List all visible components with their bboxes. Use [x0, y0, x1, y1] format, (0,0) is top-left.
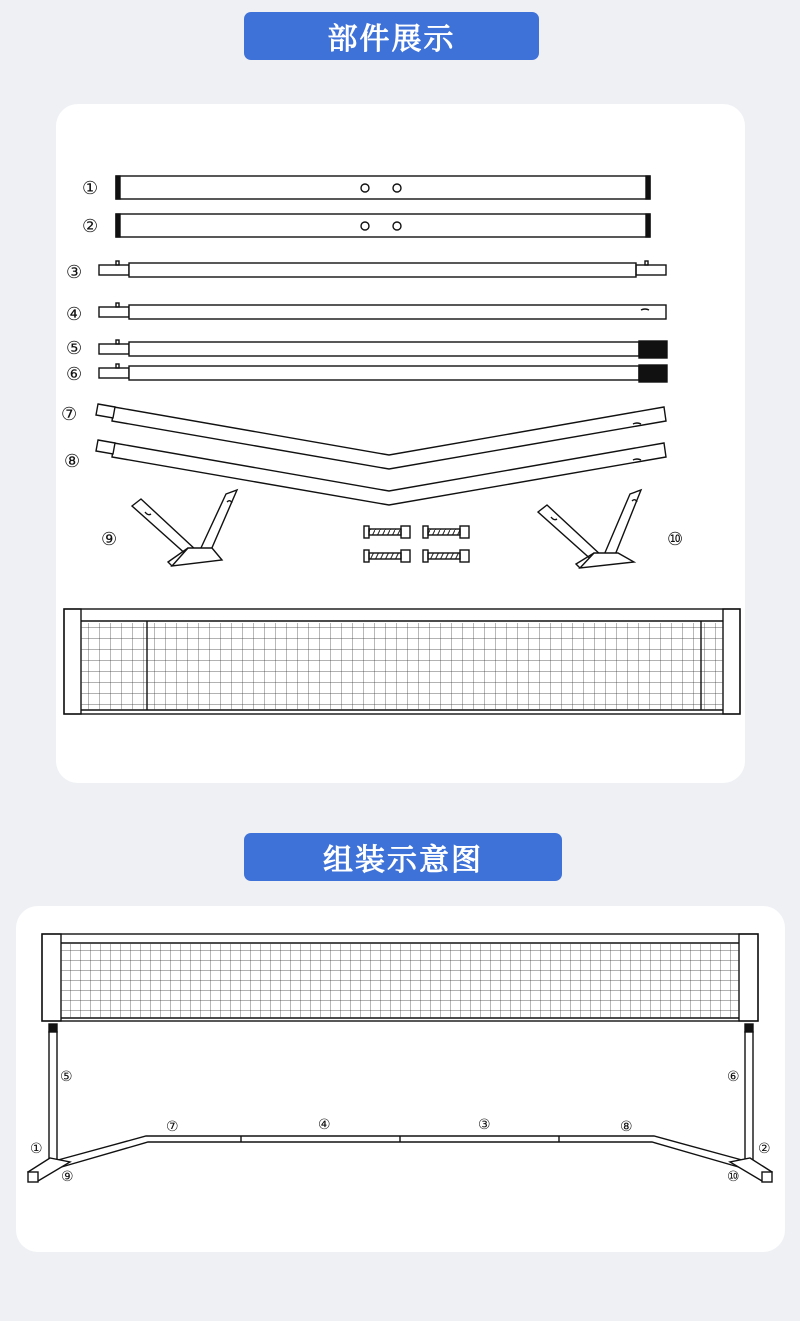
assembly-label-9: ⑨: [61, 1169, 74, 1185]
part-9-base: [132, 490, 237, 566]
label-part-8: ⑧: [64, 451, 81, 472]
part-4-tube: [99, 303, 666, 319]
label-part-1: ①: [82, 178, 99, 199]
assembled-net: [42, 934, 758, 1021]
assembly-label-5: ⑤: [60, 1069, 73, 1085]
assembly-label-7: ⑦: [166, 1119, 179, 1135]
part-2-top-bar: [116, 214, 650, 237]
assembly-label-2: ②: [758, 1141, 771, 1157]
assembled-post-left: [49, 1024, 57, 1165]
assembly-label-8: ⑧: [620, 1119, 633, 1135]
assembly-label-4: ④: [318, 1117, 331, 1133]
part-10-base: [538, 490, 641, 568]
part-3-tube: [99, 261, 666, 277]
parts-display-title: 部件展示: [244, 12, 539, 60]
label-part-5: ⑤: [66, 338, 83, 359]
label-part-6: ⑥: [66, 364, 83, 385]
label-part-10: ⑩: [667, 529, 684, 550]
assembled-base-frame: [28, 1136, 772, 1182]
part-1-top-bar: [116, 176, 650, 199]
label-part-2: ②: [82, 216, 99, 237]
assembly-label-6: ⑥: [727, 1069, 740, 1085]
assembly-diagram-title: 组装示意图: [244, 833, 562, 881]
assembly-label-3: ③: [478, 1117, 491, 1133]
screw-set: [364, 526, 469, 562]
label-part-3: ③: [66, 262, 83, 283]
part-6-post: [99, 364, 667, 382]
assembly-label-10: ⑩: [727, 1169, 740, 1185]
label-part-7: ⑦: [61, 404, 78, 425]
part-5-post: [99, 340, 667, 358]
label-part-4: ④: [66, 304, 83, 325]
assembly-label-1: ①: [30, 1141, 43, 1157]
part-8-bent-tube: [96, 440, 666, 505]
net-part: [64, 609, 740, 714]
label-part-9: ⑨: [101, 529, 118, 550]
assembled-post-right: [745, 1024, 753, 1165]
